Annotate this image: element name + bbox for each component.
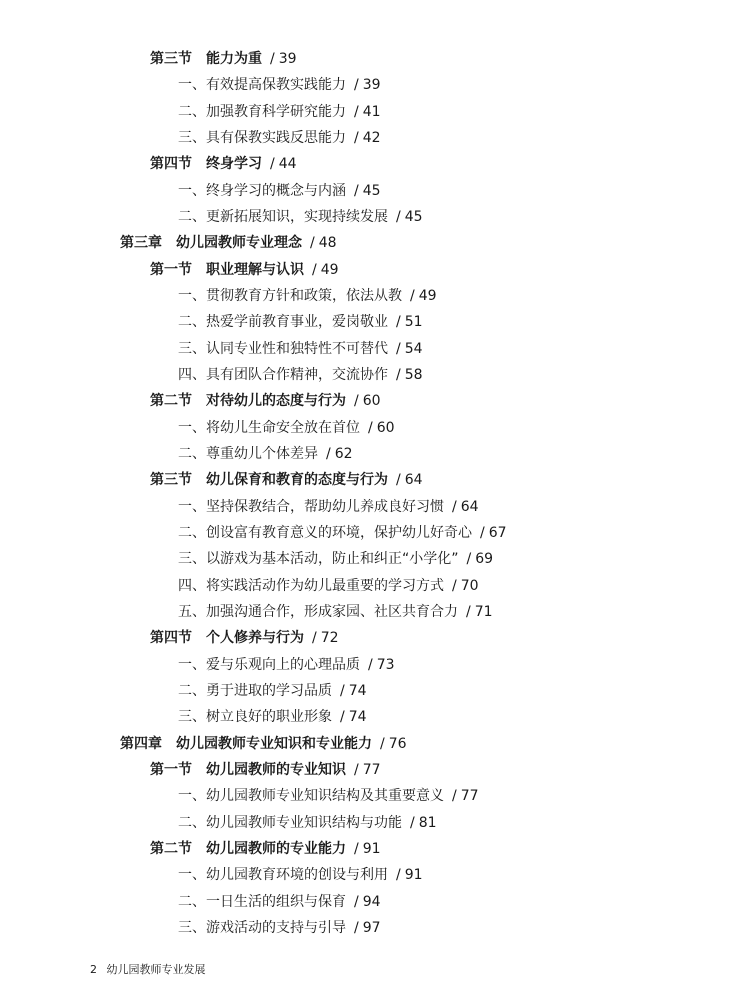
toc-page-separator: / bbox=[368, 419, 373, 436]
toc-entry-title: 幼儿园教师专业知识结构及其重要意义 bbox=[206, 788, 444, 805]
toc-item-row bbox=[0, 704, 750, 730]
toc-entry-label: 二、 bbox=[178, 314, 206, 331]
toc-page-separator: / bbox=[368, 656, 373, 673]
toc-page-separator: / bbox=[354, 77, 359, 94]
toc-page-number: 69 bbox=[475, 551, 494, 568]
toc-entry-title: 认同专业性和独特性不可替代 bbox=[206, 340, 388, 357]
footer-book-title: 幼儿园教师专业发展 bbox=[106, 963, 206, 976]
toc-page-number: 45 bbox=[362, 182, 381, 199]
toc-page-separator: / bbox=[396, 340, 401, 357]
toc-entry-title: 尊重幼儿个体差异 bbox=[206, 445, 318, 462]
toc-page-separator: / bbox=[326, 445, 331, 462]
toc-entry-label: 五、 bbox=[178, 603, 206, 620]
toc-entry-label: 二、 bbox=[178, 682, 206, 699]
toc-page-separator: / bbox=[466, 551, 472, 568]
toc-entry-title: 幼儿园教师专业知识和专业能力 bbox=[176, 735, 372, 752]
toc-page-number: 74 bbox=[348, 709, 367, 726]
toc-chapter-row bbox=[0, 230, 750, 256]
toc-entry-title: 热爱学前教育事业，爱岗敬业 bbox=[206, 314, 388, 331]
toc-page-number: 41 bbox=[362, 103, 381, 120]
toc-page-separator: / bbox=[396, 472, 401, 489]
toc-entry-title: 加强沟通合作，形成家园、社区共育合力 bbox=[206, 603, 458, 620]
toc-page-number: 49 bbox=[320, 261, 339, 278]
toc-entry-title: 职业理解与认识 bbox=[206, 261, 304, 278]
toc-entry-title: 幼儿园教育环境的创设与利用 bbox=[206, 867, 388, 884]
toc-entry-label: 第一节 bbox=[150, 261, 192, 278]
toc-entry-title: 具有团队合作精神，交流协作 bbox=[206, 366, 388, 383]
toc-item-row bbox=[0, 652, 750, 678]
toc-page-separator: / bbox=[310, 235, 315, 252]
toc-page-number: 48 bbox=[318, 235, 337, 252]
toc-item-row bbox=[0, 309, 750, 335]
toc-entry-label: 二、 bbox=[178, 524, 206, 541]
toc-page-separator: / bbox=[480, 524, 485, 541]
toc-page-number: 54 bbox=[404, 340, 423, 357]
toc-item-row bbox=[0, 889, 750, 915]
toc-entry-label: 三、 bbox=[178, 551, 206, 568]
toc-page-number: 91 bbox=[362, 840, 381, 857]
toc-entry-title: 幼儿保育和教育的态度与行为 bbox=[206, 472, 388, 489]
table-of-contents bbox=[0, 46, 750, 941]
toc-page-separator: / bbox=[452, 498, 457, 515]
toc-entry-label: 一、 bbox=[178, 287, 206, 304]
toc-page-number: 64 bbox=[460, 498, 479, 515]
toc-entry-label: 一、 bbox=[178, 77, 206, 94]
toc-entry-title: 爱与乐观向上的心理品质 bbox=[206, 656, 360, 673]
toc-page-separator: / bbox=[410, 814, 415, 831]
toc-entry-label: 第一节 bbox=[150, 761, 192, 778]
toc-entry-label: 一、 bbox=[178, 788, 206, 805]
toc-entry-label: 一、 bbox=[178, 656, 206, 673]
toc-entry-label: 第三章 bbox=[120, 235, 162, 252]
toc-page-number: 74 bbox=[348, 682, 367, 699]
toc-entry-title: 以游戏为基本活动，防止和纠正“小学化” bbox=[206, 551, 459, 568]
toc-entry-label: 一、 bbox=[178, 419, 206, 436]
toc-entry-label: 第三节 bbox=[150, 51, 192, 67]
toc-entry-title: 幼儿园教师的专业知识 bbox=[206, 761, 346, 778]
toc-entry-label: 第四节 bbox=[150, 156, 192, 173]
toc-entry-title: 有效提高保教实践能力 bbox=[206, 77, 346, 94]
toc-item-row bbox=[0, 599, 750, 625]
toc-page-number: 67 bbox=[488, 524, 507, 541]
toc-page-number: 44 bbox=[278, 156, 297, 173]
toc-section-row bbox=[0, 625, 750, 651]
toc-page-separator: / bbox=[312, 261, 317, 278]
toc-item-row bbox=[0, 573, 750, 599]
toc-entry-label: 第四节 bbox=[150, 630, 192, 647]
toc-page-number: 70 bbox=[460, 577, 479, 594]
toc-entry-title: 更新拓展知识，实现持续发展 bbox=[206, 208, 388, 225]
toc-entry-label: 第三节 bbox=[150, 472, 192, 489]
toc-entry-title: 一日生活的组织与保育 bbox=[206, 893, 346, 910]
toc-page-number: 94 bbox=[362, 893, 381, 910]
toc-entry-title: 个人修养与行为 bbox=[206, 630, 304, 647]
toc-page-separator: / bbox=[270, 51, 275, 67]
toc-page-number: 49 bbox=[418, 287, 437, 304]
toc-entry-title: 游戏活动的支持与引导 bbox=[206, 919, 346, 936]
toc-page-separator: / bbox=[354, 893, 359, 910]
toc-page-number: 58 bbox=[404, 366, 423, 383]
toc-page-number: 81 bbox=[418, 814, 437, 831]
toc-entry-title: 勇于进取的学习品质 bbox=[206, 682, 332, 699]
toc-page-separator: / bbox=[340, 709, 345, 726]
toc-page-number: 51 bbox=[404, 314, 423, 331]
toc-page-number: 72 bbox=[320, 630, 339, 647]
toc-entry-title: 将幼儿生命安全放在首位 bbox=[206, 419, 360, 436]
toc-page-separator: / bbox=[452, 577, 457, 594]
toc-item-row bbox=[0, 336, 750, 362]
toc-section-row bbox=[0, 257, 750, 283]
toc-item-row bbox=[0, 783, 750, 809]
toc-item-row bbox=[0, 362, 750, 388]
toc-entry-label: 四、 bbox=[178, 366, 206, 383]
toc-section-row bbox=[0, 836, 750, 862]
toc-page-separator: / bbox=[466, 603, 471, 620]
toc-page-number: 71 bbox=[474, 603, 493, 620]
toc-entry-label: 第二节 bbox=[150, 840, 192, 857]
toc-entry-title: 具有保教实践反思能力 bbox=[206, 129, 346, 146]
toc-page-separator: / bbox=[354, 129, 359, 146]
toc-entry-title: 贯彻教育方针和政策，依法从教 bbox=[206, 287, 402, 304]
toc-page-number: 76 bbox=[388, 735, 407, 752]
toc-page-number: 77 bbox=[362, 761, 381, 778]
toc-page-separator: / bbox=[270, 156, 275, 173]
toc-item-row bbox=[0, 520, 750, 546]
toc-page-number: 60 bbox=[376, 419, 395, 436]
toc-page-separator: / bbox=[354, 840, 359, 857]
toc-section-row bbox=[0, 151, 750, 177]
toc-page-separator: / bbox=[354, 182, 359, 199]
toc-page-separator: / bbox=[396, 314, 401, 331]
toc-page-number: 73 bbox=[376, 656, 395, 673]
toc-item-row bbox=[0, 283, 750, 309]
toc-entry-title: 加强教育科学研究能力 bbox=[206, 103, 346, 120]
toc-page-number: 42 bbox=[362, 129, 381, 146]
toc-page-number: 62 bbox=[334, 445, 353, 462]
toc-item-row bbox=[0, 862, 750, 888]
toc-entry-label: 三、 bbox=[178, 919, 206, 936]
toc-entry-label: 四、 bbox=[178, 577, 206, 594]
toc-entry-label: 二、 bbox=[178, 445, 206, 462]
toc-entry-title: 对待幼儿的态度与行为 bbox=[206, 393, 346, 410]
toc-page-separator: / bbox=[452, 788, 457, 805]
toc-entry-title: 幼儿园教师的专业能力 bbox=[206, 840, 346, 857]
toc-entry-label: 三、 bbox=[178, 129, 206, 146]
toc-item-row bbox=[0, 204, 750, 230]
page-footer bbox=[90, 961, 206, 977]
toc-section-row bbox=[0, 46, 750, 72]
toc-page-separator: / bbox=[410, 287, 415, 304]
toc-page-number: 97 bbox=[362, 919, 381, 936]
toc-item-row bbox=[0, 99, 750, 125]
toc-entry-label: 二、 bbox=[178, 814, 206, 831]
toc-page-separator: / bbox=[354, 761, 359, 778]
toc-item-row bbox=[0, 546, 750, 572]
toc-page-number: 39 bbox=[278, 51, 297, 67]
toc-entry-title: 将实践活动作为幼儿最重要的学习方式 bbox=[206, 577, 444, 594]
toc-section-row bbox=[0, 467, 750, 493]
toc-page-separator: / bbox=[396, 366, 401, 383]
toc-entry-title: 创设富有教育意义的环境，保护幼儿好奇心 bbox=[206, 524, 472, 541]
toc-entry-label: 一、 bbox=[178, 867, 206, 884]
toc-entry-title: 树立良好的职业形象 bbox=[206, 709, 332, 726]
toc-entry-label: 二、 bbox=[178, 893, 206, 910]
toc-page-separator: / bbox=[312, 630, 317, 647]
toc-entry-title: 能力为重 bbox=[206, 51, 262, 67]
toc-entry-label: 一、 bbox=[178, 498, 206, 515]
toc-page-number: 64 bbox=[404, 472, 423, 489]
toc-page-separator: / bbox=[396, 208, 401, 225]
toc-entry-label: 一、 bbox=[178, 182, 206, 199]
toc-page-number: 77 bbox=[460, 788, 479, 805]
toc-entry-title: 终身学习的概念与内涵 bbox=[206, 182, 346, 199]
toc-entry-title: 坚持保教结合，帮助幼儿养成良好习惯 bbox=[206, 498, 444, 515]
toc-page-number: 39 bbox=[362, 77, 381, 94]
toc-item-row bbox=[0, 415, 750, 441]
toc-page-separator: / bbox=[354, 393, 359, 410]
toc-page-separator: / bbox=[380, 735, 385, 752]
toc-page-number: 91 bbox=[404, 867, 423, 884]
toc-item-row bbox=[0, 441, 750, 467]
toc-item-row bbox=[0, 810, 750, 836]
toc-item-row bbox=[0, 494, 750, 520]
toc-entry-label: 第四章 bbox=[120, 735, 162, 752]
toc-page-separator: / bbox=[396, 867, 401, 884]
toc-section-row bbox=[0, 757, 750, 783]
toc-item-row bbox=[0, 915, 750, 941]
toc-entry-label: 二、 bbox=[178, 208, 206, 225]
toc-page-separator: / bbox=[340, 682, 345, 699]
toc-entry-title: 幼儿园教师专业理念 bbox=[176, 235, 302, 252]
toc-entry-label: 第二节 bbox=[150, 393, 192, 410]
toc-item-row bbox=[0, 72, 750, 98]
toc-page-separator: / bbox=[354, 103, 359, 120]
footer-page-number: 2 bbox=[90, 963, 97, 976]
toc-section-row bbox=[0, 388, 750, 414]
toc-page-separator: / bbox=[354, 919, 359, 936]
toc-entry-label: 三、 bbox=[178, 709, 206, 726]
toc-chapter-row bbox=[0, 731, 750, 757]
toc-entry-label: 二、 bbox=[178, 103, 206, 120]
toc-page-number: 45 bbox=[404, 208, 423, 225]
toc-page-number: 60 bbox=[362, 393, 381, 410]
toc-item-row bbox=[0, 125, 750, 151]
toc-entry-title: 终身学习 bbox=[206, 156, 262, 173]
toc-entry-title: 幼儿园教师专业知识结构与功能 bbox=[206, 814, 402, 831]
toc-item-row bbox=[0, 678, 750, 704]
toc-entry-label: 三、 bbox=[178, 340, 206, 357]
toc-item-row bbox=[0, 178, 750, 204]
